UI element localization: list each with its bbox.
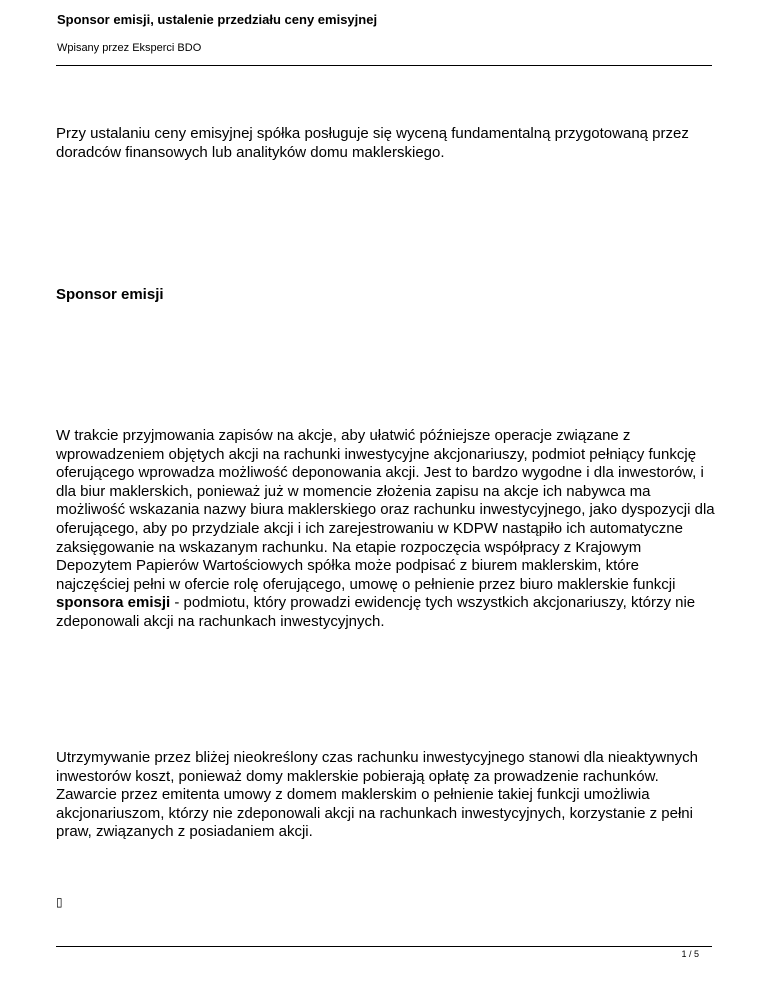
sponsor-paragraph-text-2: - podmiotu, który prowadzi ewidencję tych wszystkich akcjonariuszy, którzy nie zdeponowali akcji na rachunkach inwestycyjnych.	[56, 594, 696, 630]
page-number: 1 / 5	[681, 949, 699, 959]
page-title: Sponsor emisji, ustalenie przedziału ceny emisyjnej	[57, 12, 378, 27]
footer-divider	[56, 946, 712, 947]
sponsor-emphasis: sponsora emisji	[56, 594, 171, 612]
intro-paragraph: Przy ustalaniu ceny emisyjnej spółka posługuje się wyceną fundamentalną przygotowaną przez doradców finansowych lub analityków domu maklerskiego.	[56, 125, 689, 161]
section-heading: Sponsor emisji	[56, 286, 164, 303]
missing-glyph-icon: ▯	[56, 895, 63, 909]
header-divider	[56, 65, 712, 66]
author-line: Wpisany przez Eksperci BDO	[57, 42, 202, 54]
sponsor-paragraph-text-1: W trakcie przyjmowania zapisów na akcje, aby ułatwić późniejsze operacje związane z wprowadzeniem objętych akcji na rachunki inwestycyjne akcjonariuszy, podmiot pełniący funkcję oferującego wprowadza możliwość deponowania akcji. Jest to bardzo wygodne i dla inwestorów, i dla biur maklerskich, ponieważ już w momencie złożenia zapisu na akcje ich nabywca ma możliwość wskazania nazwy biura maklerskiego oraz rachunku inwestycyjnego, jako dyspozycji dla oferującego, aby po przydziale akcji i ich zarejestrowaniu w KDPW nastąpiło ich automatyczne zaksięgowanie na wskazanym rachunku. Na etapie rozpoczęcia współpracy z Krajowym Depozytem Papierów Wartościowych spółka może podpisać z biurem maklerskim, które najczęściej pełni w ofercie rolę oferującego, umowę o pełnienie przez biuro maklerskie funkcji	[56, 427, 715, 593]
cost-paragraph: Utrzymywanie przez bliżej nieokreślony czas rachunku inwestycyjnego stanowi dla nieaktywnych inwestorów koszt, ponieważ domy maklerskie pobierają opłatę za prowadzenie rachunków. Zawarcie przez emitenta umowy z domem maklerskim o pełnienie takiej funkcji umożliwia akcjonariuszom, którzy nie zdeponowali akcji na rachunkach inwestycyjnych, korzystanie z pełni praw, związanych z posiadaniem akcji.	[56, 749, 698, 841]
sponsor-paragraph	[56, 427, 716, 632]
